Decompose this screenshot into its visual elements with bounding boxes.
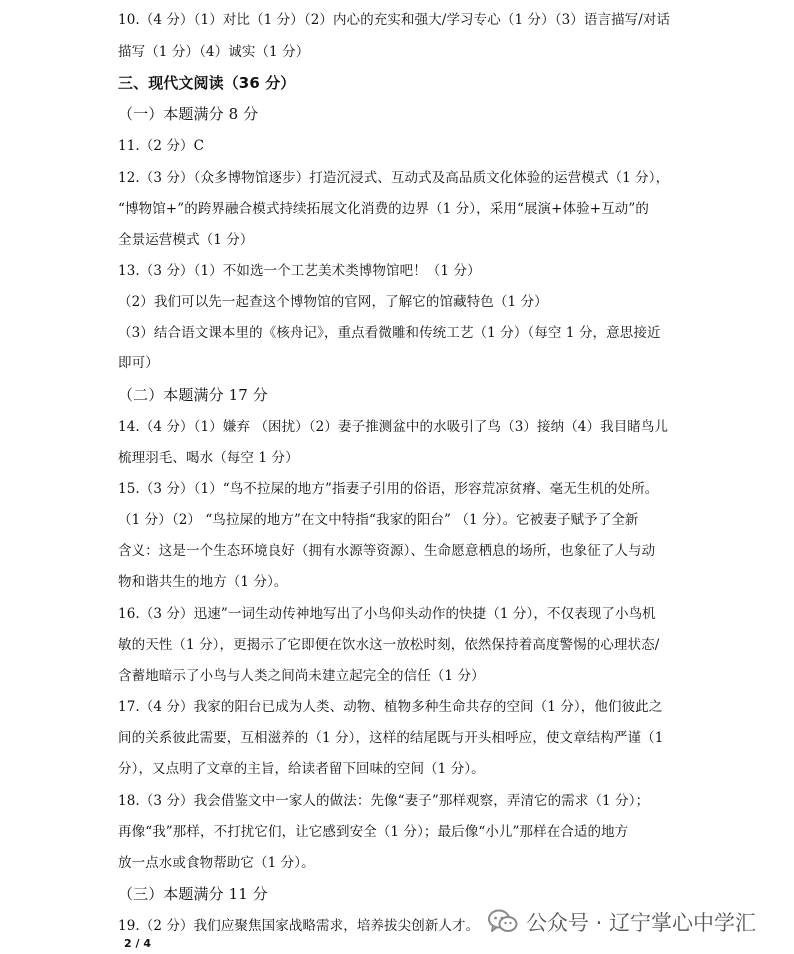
answer-line-q16-cont: 敏的天性（1 分），更揭示了它即便在饮水这一放松时刻，依然保持着高度警惕的心理状态/ (118, 637, 660, 653)
answer-line-q18-cont: 放一点水或食物帮助它（1 分）。 (118, 855, 315, 871)
answer-line-q13: 13.（3 分）（1）不如选一个工艺美术类博物馆吧！（1 分） (118, 263, 481, 279)
watermark-text: 公众号 · 辽宁掌心中学汇 (526, 911, 757, 935)
answer-line-q12: 12.（3 分）（众多博物馆逐步）打造沉浸式、互动式及高品质文化体验的运营模式（1 分）， (118, 170, 670, 186)
answer-line-q10-cont: 描写（1 分）（4）诚实（1 分） (118, 44, 310, 60)
answer-line-q17-cont: 分），又点明了文章的主旨，给读者留下回味的空间（1 分）。 (118, 761, 485, 777)
answer-line-q15-cont: 物和谐共生的地方（1 分）。 (118, 574, 288, 590)
answer-line-q17-cont: 间的关系彼此需要，互相滋养的（1 分），这样的结尾既与开头相呼应，使文章结构严谨（1 (118, 730, 664, 746)
answer-line-q13-cont: （3）结合语文课本里的《核舟记》，重点看微雕和传统工艺（1 分）（每空 1 分，意思接近 (118, 325, 661, 341)
answer-line-q13-cont: （2）我们可以先一起查这个博物馆的官网，了解它的馆藏特色（1 分） (118, 294, 548, 310)
answer-line-q15-cont: 含义：这是一个生态环境良好（拥有水源等资源）、生命愿意栖息的场所，也象征了人与动 (118, 543, 656, 559)
part-heading: （三）本题满分 11 分 (118, 885, 268, 903)
answer-line-q16-cont: 含蓄地暗示了小鸟与人类之间尚未建立起完全的信任（1 分） (118, 668, 485, 684)
answer-line-q18-cont: 再像“我”那样，不打扰它们，让它感到安全（1 分）；最后像“小儿”那样在合适的地方 (118, 824, 629, 840)
wechat-icon (488, 909, 518, 935)
answer-line-q19: 19.（2 分）我们应聚焦国家战略需求，培养拔尖创新人才。 (118, 918, 480, 934)
answer-line-q14-cont: 梳理羽毛、喝水（每空 1 分） (118, 450, 299, 466)
answer-line-q13-cont: 即可） (118, 355, 159, 371)
answer-line-q10: 10.（4 分）（1）对比（1 分）（2）内心的充实和强大/学习专心（1 分）（3）语言描写/对话 (118, 12, 671, 28)
answer-line-q12-cont: 全景运营模式（1 分） (118, 232, 254, 248)
part-heading: （一）本题满分 8 分 (118, 105, 259, 123)
part-heading: （二）本题满分 17 分 (118, 386, 268, 404)
watermark (488, 906, 756, 938)
answer-line-q11: 11.（2 分）C (118, 138, 205, 154)
section-heading: 三、现代文阅读（36 分） (118, 74, 296, 92)
answer-line-q14: 14.（4 分）（1）嫌弃 （困扰）（2）妻子推测盆中的水吸引了鸟（3）接纳（4）我目睹鸟儿 (118, 419, 669, 435)
answer-line-q12-cont: “博物馆+”的跨界融合模式持续拓展文化消费的边界（1 分），采用“展演+体验+互动”的 (118, 201, 649, 217)
answer-line-q16: 16.（3 分）迅速”一词生动传神地写出了小鸟仰头动作的快捷（1 分），不仅表现了小鸟机 (118, 606, 656, 622)
page-number: 2 / 4 (124, 937, 151, 950)
answer-line-q17: 17.（4 分）我家的阳台已成为人类、动物、植物多种生命共存的空间（1 分），他们彼此之 (118, 699, 663, 715)
answer-line-q15: 15.（3 分）（1）“鸟不拉屎的地方”指妻子引用的俗语，形容荒凉贫瘠、毫无生机的处所。 (118, 481, 659, 497)
answer-line-q18: 18.（3 分）我会借鉴文中一家人的做法：先像“妻子”那样观察，弄清它的需求（1 分）； (118, 793, 650, 809)
answer-line-q15-cont: （1 分）（2） “鸟拉屎的地方”在文中特指“我家的阳台” （1 分）。它被妻子赋予了全新 (118, 512, 639, 528)
